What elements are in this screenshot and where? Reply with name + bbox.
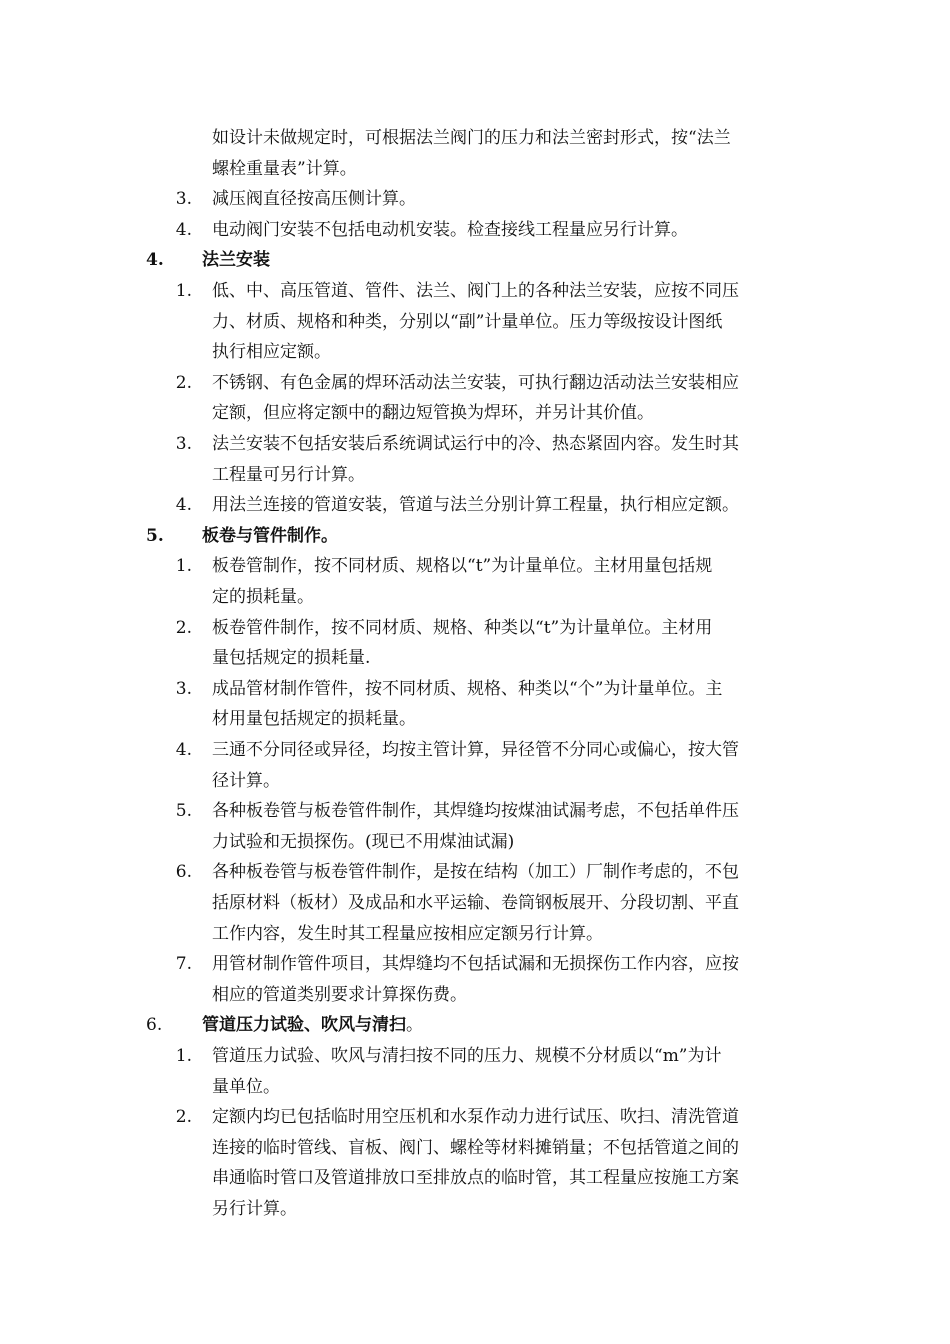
list-item-number: 7. [175,954,192,975]
list-item-text: 用法兰连接的管道安装，管道与法兰分别计算工程量，执行相应定额。 [212,495,739,516]
list-item-text: 量单位。 [212,1076,280,1097]
list-item-text: 材用量包括规定的损耗量。 [212,709,416,730]
section-number: 4. [146,250,164,271]
list-item-number: 4. [175,740,192,760]
list-item-text: 括原材料（板材）及成品和水平运输、卷筒钢板展开、分段切割、平直 [212,893,739,913]
section-number: 6. [146,1015,163,1036]
list-item-text: 板卷管制作，按不同材质、规格以“t”为计量单位。主材用量包括规 [212,556,713,577]
list-item-text: 定额内均已包括临时用空压机和水泵作动力进行试压、吹扫、清洗管道 [212,1107,739,1128]
list-item-text: 板卷管件制作，按不同材质、规格、种类以“t”为计量单位。主材用 [212,617,713,638]
list-item-text: 相应的管道类别要求计算探伤费。 [212,984,467,1005]
list-item-number: 1. [175,556,192,577]
list-item-number: 5. [175,801,192,822]
heading-suffix: 。 [406,1015,423,1036]
list-item-text: 成品管材制作管件，按不同材质、规格、种类以“个”为计量单位。主 [212,678,723,699]
list-item-text: 量包括规定的损耗量. [212,648,371,669]
list-item-text: 串通临时管口及管道排放口至排放点的临时管，其工程量应按施工方案 [212,1168,739,1189]
list-item-number: 2. [175,617,192,638]
list-item-number: 4. [175,219,192,240]
list-item-text: 低、中、高压管道、管件、法兰、阀门上的各种法兰安装，应按不同压 [212,281,739,301]
list-item-text: 执行相应定额。 [212,342,331,363]
list-item-text: 力试验和无损探伤。(现已不用煤油试漏) [212,831,515,852]
list-item-number: 6. [175,862,192,883]
list-item-number: 3. [175,678,192,699]
list-item-text: 各种板卷管与板卷管件制作，是按在结构（加工）厂制作考虑的，不包 [212,862,739,883]
section-heading: 法兰安装 [202,250,270,271]
list-item-text: 电动阀门安装不包括电动机安装。检查接线工程量应另行计算。 [212,219,688,240]
paragraph-text: 螺栓重量表”计算。 [212,158,357,179]
section-heading: 管道压力试验、吹风与清扫。 [202,1015,423,1036]
list-item-text: 减压阀直径按高压侧计算。 [212,189,416,210]
list-item-number: 4. [175,495,192,516]
list-item-text: 管道压力试验、吹风与清扫按不同的压力、规模不分材质以“m”为计 [212,1046,722,1066]
list-item-text: 不锈钢、有色金属的焊环活动法兰安装，可执行翻边活动法兰安装相应 [212,372,739,393]
section-heading: 板卷与管件制作。 [202,525,338,546]
list-item-text: 径计算。 [212,770,280,791]
section-number: 5. [146,525,164,546]
list-item-text: 法兰安装不包括安装后系统调试运行中的冷、热态紧固内容。发生时其 [212,434,739,454]
list-item-text: 定的损耗量。 [212,587,314,607]
list-item-text: 三通不分同径或异径，均按主管计算，异径管不分同心或偏心，按大管 [212,740,739,760]
list-item-number: 3. [175,189,192,210]
list-item-number: 1. [175,1046,192,1066]
list-item-text: 另行计算。 [212,1199,297,1219]
list-item-number: 2. [175,372,192,393]
list-item-text: 力、材质、规格和种类，分别以“副”计量单位。压力等级按设计图纸 [212,311,723,332]
list-item-text: 定额，但应将定额中的翻边短管换为焊环，并另计其价值。 [212,403,654,424]
list-item-number: 3. [175,434,192,454]
paragraph-text: 如设计未做规定时，可根据法兰阀门的压力和法兰密封形式，按“法兰 [212,128,731,148]
list-item-text: 各种板卷管与板卷管件制作，其焊缝均按煤油试漏考虑，不包括单件压 [212,801,739,822]
list-item-text: 工作内容，发生时其工程量应按相应定额另行计算。 [212,923,603,944]
list-item-number: 2. [175,1107,192,1128]
list-item-text: 工程量可另行计算。 [212,464,365,485]
list-item-text: 连接的临时管线、盲板、阀门、螺栓等材料摊销量；不包括管道之间的 [212,1137,739,1158]
list-item-text: 用管材制作管件项目，其焊缝均不包括试漏和无损探伤工作内容，应按 [212,954,739,975]
list-item-number: 1. [175,281,192,301]
